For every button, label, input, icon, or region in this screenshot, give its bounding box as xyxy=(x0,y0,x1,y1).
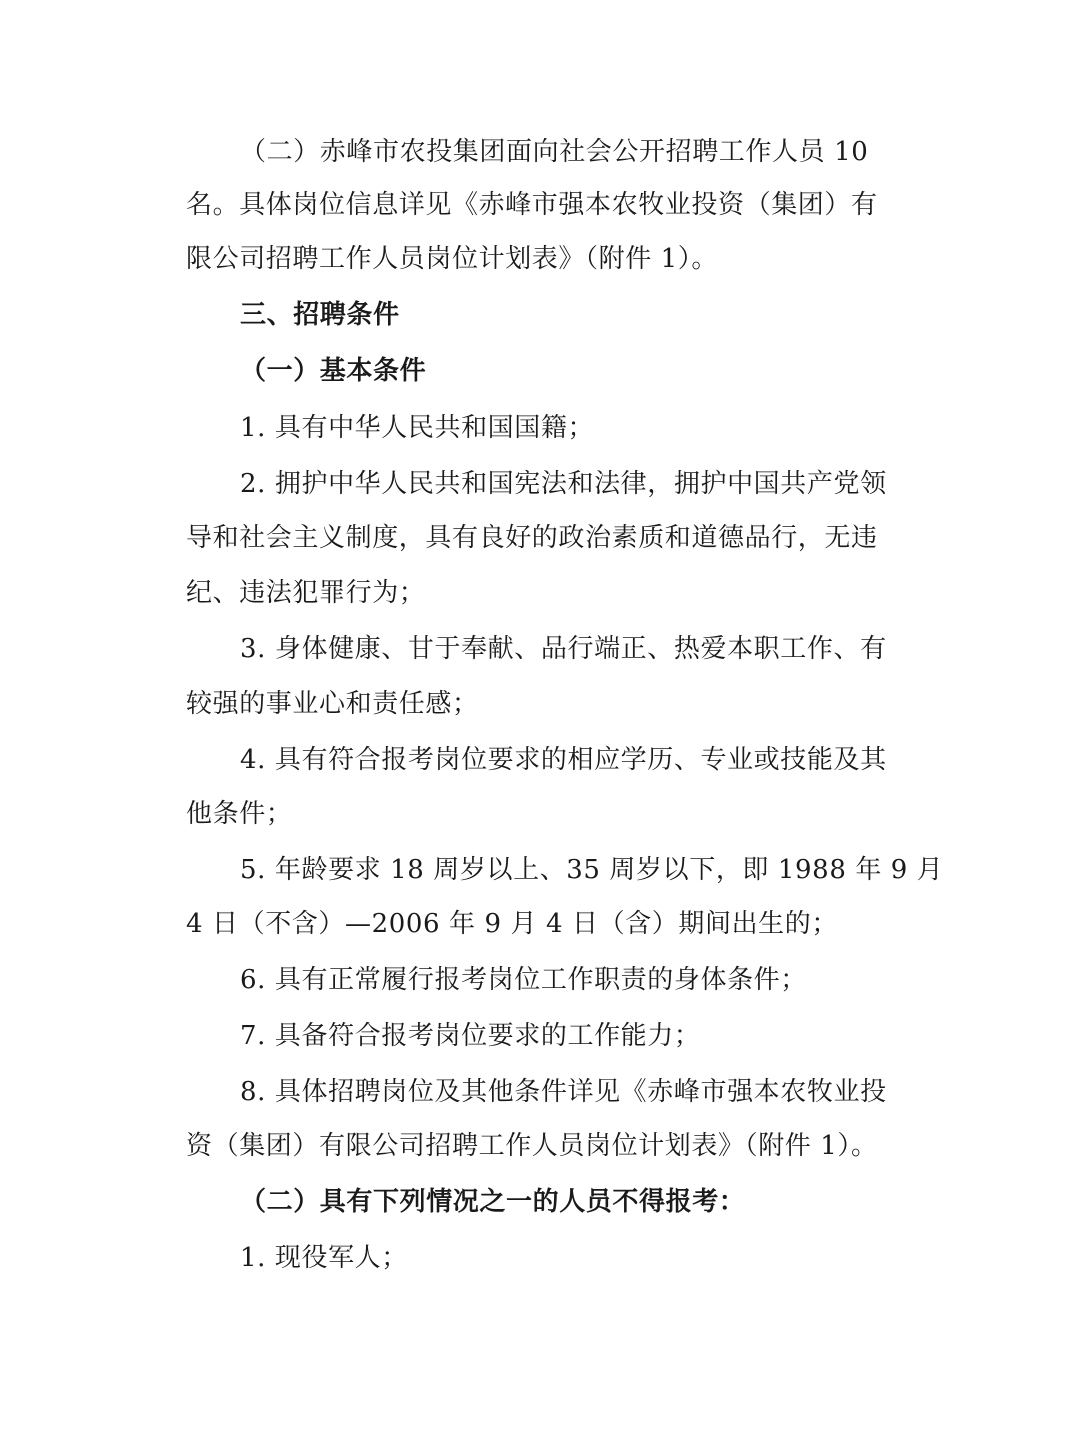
subsection-heading: （一）基本条件 xyxy=(240,356,427,386)
paragraph-line: 导和社会主义制度，具有良好的政治素质和道德品行，无违 xyxy=(186,523,878,553)
subsection-heading: （二）具有下列情况之一的人员不得报考： xyxy=(240,1187,746,1217)
section-heading: 三、招聘条件 xyxy=(240,300,400,330)
paragraph-line: 他条件； xyxy=(186,799,293,829)
paragraph-line: 3. 身体健康、甘于奉献、品行端正、热爱本职工作、有 xyxy=(240,634,887,664)
paragraph-line: 限公司招聘工作人员岗位计划表》（附件 1）。 xyxy=(186,244,719,274)
paragraph-line: 较强的事业心和责任感； xyxy=(186,689,479,719)
paragraph-line: 5. 年龄要求 18 周岁以上、35 周岁以下，即 1988 年 9 月 xyxy=(240,855,944,885)
paragraph-line: 7. 具备符合报考岗位要求的工作能力； xyxy=(240,1021,701,1051)
paragraph-line: 4. 具有符合报考岗位要求的相应学历、专业或技能及其 xyxy=(240,745,887,775)
paragraph-line: 8. 具体招聘岗位及其他条件详见《赤峰市强本农牧业投 xyxy=(240,1077,887,1107)
paragraph-line: 1. 具有中华人民共和国国籍； xyxy=(240,413,595,443)
paragraph-line: 1. 现役军人； xyxy=(240,1243,408,1273)
paragraph-line: 4 日（不含）—2006 年 9 月 4 日（含）期间出生的； xyxy=(186,909,838,939)
paragraph-line: 名。具体岗位信息详见《赤峰市强本农牧业投资（集团）有 xyxy=(186,190,878,220)
paragraph-line: （二）赤峰市农投集团面向社会公开招聘工作人员 10 xyxy=(240,137,869,167)
paragraph-line: 6. 具有正常履行报考岗位工作职责的身体条件； xyxy=(240,965,807,995)
paragraph-line: 资（集团）有限公司招聘工作人员岗位计划表》（附件 1）。 xyxy=(186,1131,878,1161)
paragraph-line: 纪、违法犯罪行为； xyxy=(186,578,426,608)
paragraph-line: 2. 拥护中华人民共和国宪法和法律，拥护中国共产党领 xyxy=(240,469,887,499)
